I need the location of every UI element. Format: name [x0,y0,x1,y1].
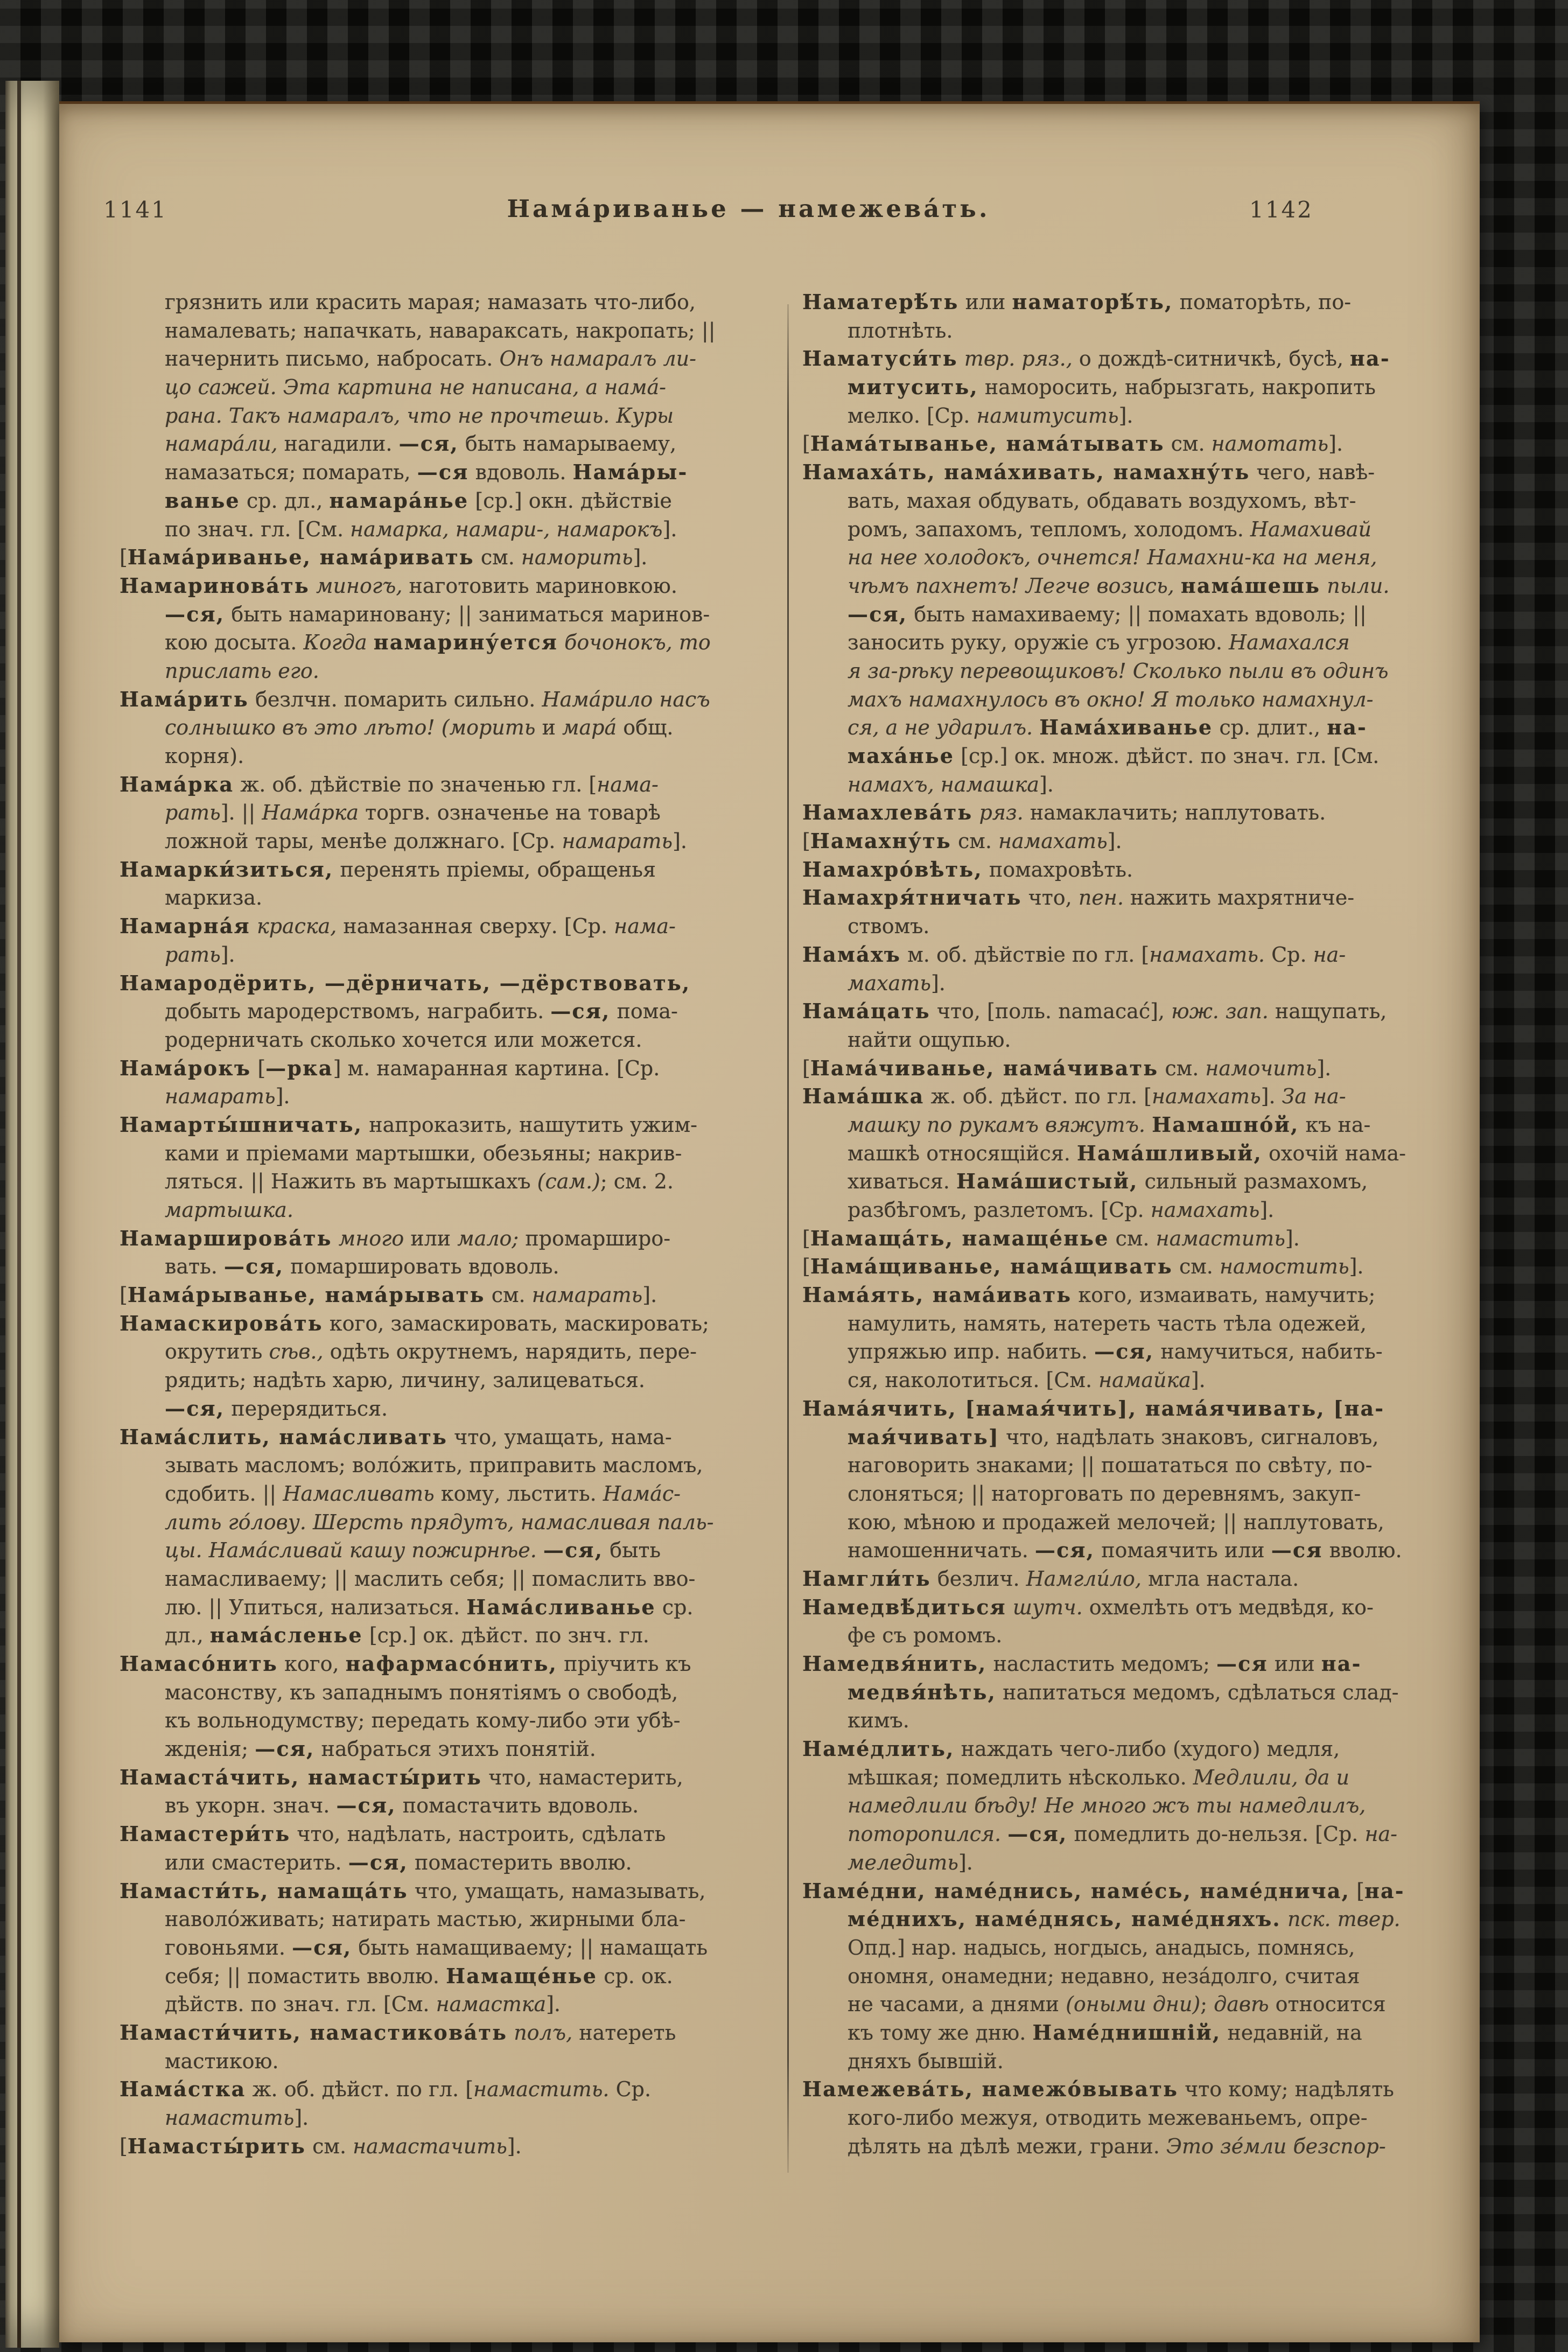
dictionary-page [59,101,1480,2342]
dictionary-line: Намахро́вѣть, помахровѣть. [802,857,1133,881]
dictionary-line: рать]. || Нама́рка торгв. означенье на товарѣ [165,801,661,825]
dictionary-line: сдобить. || Намасливать кому, льстить. Нама́с- [165,1481,681,1506]
dictionary-line: мартышка. [165,1198,293,1222]
dictionary-line: найти ощупью. [848,1027,1011,1052]
dictionary-line: ся, наколотиться. [См. намайка]. [848,1368,1206,1392]
dictionary-line: Намаршировáть много или мало; промарширо- [120,1226,671,1250]
dictionary-line: по знач. гл. [См. намарка, намари-, намарокъ]. [165,517,677,541]
dictionary-line: дѣлять на дѣлѣ межи, грани. Это зе́мли безспор- [848,2134,1386,2158]
dictionary-line: Намежева́ть, намежо́вывать что кому; надѣлять [802,2077,1394,2102]
dictionary-line: [Намасты́рить см. намастачить]. [120,2133,522,2158]
dictionary-line: Нама́слить, нама́сливать что, умащать, нама- [120,1424,672,1449]
dictionary-line: себя; || помастить вволю. Намаще́нье ср. ок. [165,1963,673,1988]
dictionary-line: махать]. [848,971,946,995]
dictionary-line: лю. || Упиться, нализаться. Нама́сливанье ср. [165,1594,694,1619]
dictionary-line: [Нама́тыванье, нама́тывать см. намотать]. [802,431,1343,456]
dictionary-line: Наме́дни, наме́днись, наме́сь, наме́днича, [на- [802,1878,1405,1903]
dictionary-line: Наме́длить, наждать чего-либо (худого) медля, [802,1737,1340,1761]
text-column-left [120,288,790,2160]
dictionary-line: Нама́ячить, [намая́чить], нама́ячивать, [на- [802,1396,1385,1420]
dictionary-line: Нама́стка ж. об. дѣйст. по гл. [намастить. Ср. [120,2077,652,2102]
page-edge-line [17,81,21,2348]
dictionary-line: [Нама́чиванье, нама́чивать см. намочить]. [802,1055,1332,1080]
dictionary-line: Намедвя́нить, насластить медомъ; —ся или на- [802,1651,1362,1676]
dictionary-line: къ вольнодумству; передать кому-либо эти убѣ- [165,1709,681,1733]
dictionary-line: кою, мѣною и продажей мелочей; || наплутовать, [848,1510,1384,1534]
dictionary-line: рать]. [165,942,235,967]
dictionary-line: ромъ, запахомъ, тепломъ, холодомъ. Намахивай [848,517,1372,541]
dictionary-line: окрутить сѣв., одѣть окрутнемъ, нарядить, пере- [165,1340,697,1364]
dictionary-line: ложной тары, менѣе должнаго. [Ср. намарать]. [165,829,687,853]
dictionary-line: кого-либо межуя, отводить межеваньемъ, опре- [848,2106,1368,2130]
dictionary-line: намошенничать. —ся, помаячить или —ся вволю. [848,1538,1402,1563]
dictionary-line: Нама́цать что, [поль. namacać], юж. зап. нащупать, [802,999,1387,1024]
dictionary-line: Намасо́нить кого, нафармасо́нить, пріучить къ [120,1651,691,1676]
dictionary-line: митусить, наморосить, набрызгать, накропить [848,375,1376,400]
dictionary-line: —ся, перерядиться. [165,1396,388,1420]
dictionary-line: намазаться; помарать, —ся вдоволь. Нама́ры- [165,460,688,485]
dictionary-line: къ тому же дню. Наме́днишній, недавній, на [848,2020,1362,2045]
dictionary-line: намалевать; напачкать, навараксать, накропать; || [165,318,716,342]
dictionary-line: масонству, къ западнымъ понятіямъ о свободѣ, [165,1680,678,1704]
dictionary-line: мастикою. [165,2049,279,2073]
dictionary-line: Намарты́шничать, напроказить, нашутить ужим- [120,1112,697,1137]
dictionary-line: начернить письмо, набросать. Онъ намаралъ ли- [165,347,696,371]
dictionary-line: слоняться; || наторговать по деревнямъ, закуп- [848,1481,1361,1506]
dictionary-line: Намарна́я краска, намазанная сверху. [Ср. нама- [120,914,676,939]
dictionary-line: ствомъ. [848,914,930,939]
text-column-right [802,288,1473,2160]
dictionary-line: намахъ, намашка]. [848,772,1054,796]
dictionary-line: Намаринова́ть миногъ, наготовить мариновкою. [120,573,677,598]
dictionary-line: рядить; надѣть харю, личину, залицеваться. [165,1368,645,1392]
dictionary-line: зывать масломъ; воло́жить, приправить масломъ, [165,1453,703,1478]
dictionary-line: Нама́рить безлчн. помарить сильно. Нама́рило насъ [120,687,710,711]
dictionary-line: родерничать сколько хочется или можется. [165,1027,642,1052]
dictionary-line: говоньями. —ся, быть намащиваему; || намащать [165,1935,708,1959]
dictionary-line: рана. Такъ намаралъ, что не прочтешь. Куры [165,403,674,428]
dictionary-line: [Намаща́ть, намаще́нье см. намастить]. [802,1226,1300,1250]
dictionary-line: Намастери́ть что, надѣлать, настроить, сдѣлать [120,1822,666,1846]
dictionary-line: жденія; —ся, набраться этихъ понятій. [165,1737,596,1761]
dictionary-line: въ укорн. знач. —ся, помастачить вдоволь. [165,1793,639,1818]
dictionary-line: Нама́рокъ [—рка] м. намаранная картина. [Ср. [120,1055,660,1080]
dictionary-line: намарать]. [165,1084,290,1109]
dictionary-line: разбѣгомъ, разлетомъ. [Ср. намахать]. [848,1198,1275,1222]
dictionary-line: солнышко въ это лѣто! (морить и мара́ общ. [165,716,674,740]
dictionary-line: кою досыта. Когда намарину́ется бочонокъ, то [165,630,711,655]
dictionary-line: Намарки́зиться, перенять пріемы, обращенья [120,857,656,881]
dictionary-line: грязнить или красить марая; намазать что-либо, [165,290,696,314]
dictionary-line: Нама́шка ж. об. дѣйст. по гл. [намахать]. За на- [802,1084,1346,1109]
dictionary-line: маха́нье [ср.] ок. множ. дѣйст. по знач. гл. [См. [848,744,1380,768]
dictionary-line: на нее холодокъ, очнется! Намахни-ка на меня, [848,545,1377,570]
dictionary-line: вать, махая обдувать, обдавать воздухомъ, вѣт- [848,488,1356,513]
dictionary-line: Нама́рка ж. об. дѣйствіе по значенью гл. [нама- [120,772,659,796]
page-number-left: 1141 [103,197,167,223]
dictionary-line: Нама́ять, нама́ивать кого, измаивать, намучить; [802,1283,1376,1307]
dictionary-line: Намаскирова́ть кого, замаскировать, маскировать; [120,1311,709,1335]
dictionary-line: или смастерить. —ся, помастерить вволю. [165,1850,632,1874]
book-page-edges [5,81,59,2348]
dictionary-line: дѣйств. по знач. гл. [См. намастка]. [165,1992,561,2017]
dictionary-line: дняхъ бывшій. [848,2049,1004,2073]
dictionary-line: фе съ ромомъ. [848,1623,1003,1648]
dictionary-line: [Нама́рыванье, нама́рывать см. намарать]. [120,1283,657,1307]
dictionary-line: машку по рукамъ вяжутъ. Намашно́й, къ на- [848,1112,1371,1137]
dictionary-line: мелко. [Ср. намитусить]. [848,403,1133,428]
dictionary-line: Намгли́ть безлич. Намгли́ло, мгла настала. [802,1566,1299,1591]
dictionary-line: Намедвѣ́диться шутч. охмелѣть отъ медвѣдя, ко- [802,1594,1374,1619]
dictionary-line: прислать его. [165,659,319,683]
dictionary-line: Намасти́ть, намаща́ть что, умащать, намазывать, [120,1878,706,1903]
dictionary-line: Опд.] нар. надысь, ногдысь, анадысь, помнясь, [848,1935,1355,1959]
dictionary-line: —ся, быть намариновану; || заниматься маринов- [165,601,710,626]
dictionary-line: намулить, намять, натереть часть тѣла одежей, [848,1311,1367,1335]
dictionary-line: намедлили бѣду! Не много жъ ты намедлилъ, [848,1794,1366,1818]
dictionary-line: наволо́живать; натирать мастью, жирными бла- [165,1907,686,1931]
dictionary-line: ками и пріемами мартышки, обезьяны; накрив- [165,1141,682,1165]
dictionary-line: ванье ср. дл., намара́нье [ср.] окн. дѣйствіе [165,488,672,513]
dictionary-line: плотнѣть. [848,318,953,342]
dictionary-line: маркиза. [165,886,263,910]
dictionary-line: дл., нама́сленье [ср.] ок. дѣйст. по знч. гл. [165,1623,649,1648]
dictionary-line: чѣмъ пахнетъ! Легче возись, нама́шешь пыли. [848,573,1390,598]
dictionary-line: поторопился. —ся, помедлить до-нельзя. [Ср. на- [848,1822,1397,1846]
dictionary-line: добыть мародерствомъ, награбить. —ся, пома- [165,999,678,1024]
dictionary-line: упряжью ипр. набить. —ся, намучиться, набить- [848,1339,1383,1364]
dictionary-line: ляться. || Нажить въ мартышкахъ (сам.); см. 2. [165,1170,674,1194]
dictionary-line: Намаста́чить, намасты́рить что, намастерить, [120,1765,683,1789]
dictionary-line: намара́ли, нагадили. —ся, быть намарываему, [165,431,677,456]
dictionary-line: кимъ. [848,1709,909,1733]
dictionary-line: Намахлева́ть ряз. намаклачить; наплутовать. [802,800,1326,825]
dictionary-line: Наматуси́ть твр. ряз., о дождѣ-ситничкѣ, бусѣ, на- [802,346,1390,371]
dictionary-line: лить го́лову. Шерсть прядутъ, намасливая паль- [165,1510,714,1534]
dictionary-line: Наматерѣ́ть или наматорѣ́ть, поматорѣть, по- [802,290,1352,314]
dictionary-line: наговорить знаками; || пошататься по свѣту, по- [848,1453,1373,1478]
dictionary-line: я за-рѣку перевощиковъ! Сколько пыли въ одинъ [848,659,1389,683]
dictionary-line: ономня, онамедни; недавно, неза́долго, считая [848,1964,1360,1988]
dictionary-line: вать. —ся, помаршировать вдоволь. [165,1254,559,1279]
dictionary-line: медвя́нѣть, напитаться медомъ, сдѣлаться слад- [848,1679,1399,1704]
dictionary-line: Намародёрить, —дёрничать, —дёрствовать, [120,970,691,995]
dictionary-line: корня). [165,744,244,768]
dictionary-line: мая́чивать] что, надѣлать знаковъ, сигналовъ, [848,1424,1379,1449]
dictionary-line: [Намахну́ть см. намахать]. [802,829,1122,853]
running-title: Нама́риванье — намежева́ть. [507,194,990,223]
dictionary-line: намастить]. [165,2106,309,2130]
dictionary-line: Намасти́чить, намастикова́ть полъ, натереть [120,2020,676,2045]
dictionary-line: ся, а не ударилъ. Нама́хиванье ср. длит., на- [848,715,1368,740]
dictionary-line: Нама́хъ м. об. дѣйствіе по гл. [намахать. Ср. на- [802,942,1346,967]
dictionary-line: машкѣ относящійся. Нама́шливый, охочій нама- [848,1140,1406,1165]
dictionary-line: заносить руку, оружіе съ угрозою. Намахался [848,631,1350,655]
dictionary-line: хиваться. Нама́шистый, сильный размахомъ, [848,1169,1368,1194]
dictionary-line: —ся, быть намахиваему; || помахать вдоволь; || [848,601,1367,626]
dictionary-line: [Нама́риванье, нама́ривать см. наморить]. [120,545,648,570]
dictionary-line: [Нама́щиванье, нама́щивать см. намостить]. [802,1254,1364,1279]
dictionary-line: ме́днихъ, наме́днясь, наме́дняхъ. пск. твер. [848,1907,1401,1931]
dictionary-line: цо сажей. Эта картина не написана, а нама́- [165,375,666,400]
dictionary-line: намасливаему; || маслить себя; || помаслить вво- [165,1566,696,1591]
dictionary-line: меледить]. [848,1850,973,1874]
dictionary-line: Намаха́ть, нама́хивать, намахну́ть чего, навѣ- [802,460,1375,485]
dictionary-line: мѣшкая; помедлить нѣсколько. Медлили, да и [848,1765,1350,1789]
dictionary-line: Намахря́тничать что, пен. нажить махрятниче- [802,885,1355,910]
dictionary-line: цы. Нама́сливай кашу пожирнѣе. —ся, быть [165,1538,661,1563]
dictionary-line: махъ намахнулось въ окно! Я только намахнул- [848,687,1374,711]
page-number-right: 1142 [1249,197,1313,223]
dictionary-line: не часами, а днями (оными дни); давѣ относится [848,1992,1386,2017]
